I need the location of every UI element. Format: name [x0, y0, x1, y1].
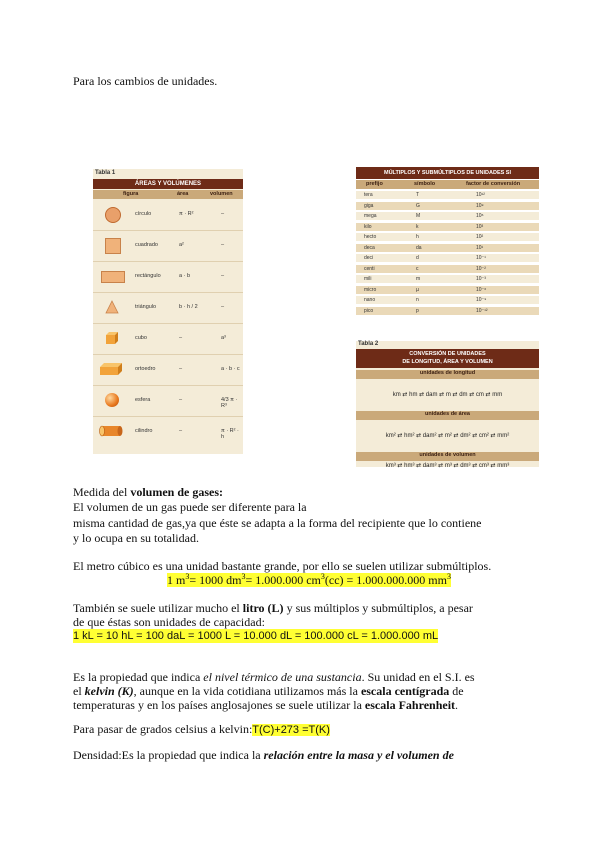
densidad-pre: Densidad:Es la propiedad que indica la [73, 748, 264, 762]
gases-heading [73, 485, 223, 499]
temp-bold: escala Fahrenheit [364, 698, 456, 712]
prefix-symbol: µ [416, 286, 419, 293]
prefix-factor: 10⁻¹ [476, 255, 486, 261]
areas-volumes-table [93, 169, 243, 454]
prefix-factor: 10⁻³ [476, 276, 486, 282]
figure-name: cubo [135, 335, 147, 341]
table-row [356, 212, 539, 220]
table1-header-figura: figura [123, 191, 139, 197]
litro-line-1 [73, 601, 473, 615]
figure-volume: π · R² · h [221, 428, 239, 440]
figure-name: cuadrado [135, 242, 158, 248]
figure-volume: – [221, 211, 225, 217]
prefix-symbol: T [416, 192, 420, 198]
figure-name: triángulo [135, 304, 157, 310]
prefix-symbol: da [416, 244, 422, 251]
prefix-name: deca [364, 244, 375, 251]
prefix-name: deci [364, 255, 374, 261]
section-header: unidades de área [356, 411, 539, 420]
eq-part: 1 m [167, 573, 186, 587]
section-header: unidades de volumen [356, 452, 539, 461]
figure-area: – [179, 335, 183, 341]
prefix-name: hecto [364, 234, 377, 240]
temp-bold: escala centígrada [360, 684, 450, 698]
figure-volume: – [221, 304, 225, 310]
volume-units-row: km³ ⇄ hm³ ⇄ dam³ ⇄ m³ ⇄ dm³ ⇄ cm³ ⇄ mm³ [385, 463, 510, 469]
figure-volume: 4/3 π · R³ [221, 397, 238, 409]
temp-text: , aunque en la vida cotidiana utilizamos más la [133, 684, 361, 698]
figure-area: – [179, 366, 183, 372]
prefix-factor: 10⁻¹² [476, 307, 488, 314]
eq-part: = 1000 dm [189, 573, 242, 587]
temp-text: el [73, 684, 85, 698]
gases-line-2: misma cantidad de gas,ya que éste se adapta a la forma del recipiente que lo contiene [73, 516, 482, 530]
figure-volume: a³ [221, 335, 226, 341]
litro-line-2: de que éstas son unidades de capacidad: [73, 615, 265, 629]
figure-name: cilindro [135, 428, 153, 434]
prefix-factor: 10⁻² [476, 265, 486, 272]
prefix-factor: 10⁹ [476, 202, 484, 209]
figure-name: rectángulo [135, 273, 161, 279]
cuboid-figure-icon [99, 362, 123, 376]
prefix-name: tera [364, 192, 373, 198]
prefix-name: micro [364, 286, 377, 293]
prefix-name: kilo [364, 223, 372, 230]
table-row [356, 233, 539, 241]
rectangle-figure-icon [101, 271, 125, 283]
table-row [356, 307, 539, 315]
table-row [93, 200, 243, 231]
capacity-equivalence: 1 kL = 10 hL = 100 daL = 1000 L = 10.000 dL = 100.000 cL = 1.000.000 mL [73, 630, 439, 642]
gases-heading-prefix: Medida del [73, 485, 131, 499]
table1-caption: Tabla 1 [95, 170, 116, 176]
table-row [356, 286, 539, 294]
figure-volume: a · b · c [221, 366, 240, 372]
table1-header-area: área [177, 191, 189, 197]
eq-sup: 3 [320, 572, 325, 581]
temperatura-line-2 [73, 684, 464, 698]
circle-figure-icon [105, 207, 121, 223]
table1-header-row [93, 190, 243, 199]
temp-text: Es la propiedad que indica [73, 670, 204, 684]
prefix-factor: 10⁻⁹ [476, 297, 487, 303]
kelvin-pre: Para pasar de grados celsius a kelvin: [73, 722, 253, 736]
table-row [356, 191, 539, 199]
table-row [93, 262, 243, 293]
eq-part: (cc) = 1.000.000.000 mm [324, 573, 447, 587]
prefix-name: mega [364, 213, 377, 219]
prefix-name: centi [364, 265, 375, 272]
prefix-symbol: M [416, 213, 421, 219]
length-units-row: km ⇄ hm ⇄ dam ⇄ m ⇄ dm ⇄ cm ⇄ mm [392, 392, 503, 398]
eq-sup: 3 [241, 572, 246, 581]
litro-post: y sus múltiplos y submúltiplos, a pesar [283, 601, 473, 615]
prefix-symbol: p [416, 307, 419, 314]
temp-italic: el nivel térmico de una sustancia [203, 670, 362, 684]
figure-area: π · R² [179, 211, 194, 217]
metro-cubico-text: El metro cúbico es una unidad bastante grande, por ello se suelen utilizar submúltiplos. [73, 559, 492, 573]
figure-area: – [179, 428, 183, 434]
gases-heading-bold: volumen de gases: [130, 485, 223, 499]
eq-sup: 3 [446, 572, 451, 581]
prefix-factor: 10⁻⁶ [476, 286, 487, 293]
sphere-figure-icon [105, 393, 119, 407]
table2-title [356, 349, 539, 368]
temp-text: . [455, 698, 459, 712]
densidad-line [73, 748, 454, 762]
table-row [356, 275, 539, 283]
prefix-name: pico [364, 307, 374, 314]
prefix-factor: 10³ [476, 223, 484, 230]
prefixes-table-title: MÚLTIPLOS Y SUBMÚLTIPLOS DE UNIDADES SI [356, 167, 539, 179]
densidad-bold-italic: relación entre la masa y el volumen de [263, 748, 454, 762]
table-row [356, 254, 539, 262]
table-row [93, 293, 243, 324]
figure-area: a² [179, 242, 184, 248]
prefix-symbol: c [416, 265, 419, 272]
table-row [356, 265, 539, 273]
kelvin-line [73, 722, 330, 737]
table2-caption: Tabla 2 [358, 341, 379, 347]
gases-line-1: El volumen de un gas puede ser diferente para la [73, 500, 307, 514]
prefix-name: nano [364, 297, 376, 303]
table-row [93, 386, 243, 417]
eq-part: = 1.000.000 cm [245, 573, 321, 587]
table-row [93, 231, 243, 262]
prefix-symbol: n [416, 297, 419, 303]
prefix-symbol: d [416, 255, 419, 261]
prefix-symbol: G [416, 202, 420, 209]
volume-equivalence [167, 573, 451, 587]
temperatura-line-1 [73, 670, 490, 684]
temp-text: de [449, 684, 464, 698]
table-row [93, 324, 243, 355]
kelvin-formula: T(C)+273 =T(K) [252, 724, 330, 736]
prefix-factor: 10⁶ [476, 213, 484, 219]
figure-name: ortoedro [135, 366, 156, 372]
prefix-name: giga [364, 202, 374, 209]
table-row [356, 223, 539, 231]
prefix-factor: 10¹² [476, 192, 485, 198]
table-row [356, 296, 539, 304]
table-row [93, 355, 243, 386]
prefix-symbol: m [416, 276, 421, 282]
figure-name: círculo [135, 211, 152, 217]
temperatura-line-3 [73, 698, 458, 712]
figure-name: esfera [135, 397, 151, 403]
temp-bold-italic: kelvin (K) [84, 684, 134, 698]
figure-area: – [179, 397, 183, 403]
table2-title-line2: DE LONGITUD, ÁREA Y VOLUMEN [402, 359, 493, 365]
prefixes-header-factor: factor de conversión [466, 181, 521, 187]
litro-bold: litro (L) [242, 601, 284, 615]
section-header: unidades de longitud [356, 370, 539, 379]
litro-pre: También se suele utilizar mucho el [73, 601, 243, 615]
prefixes-header-simbolo: símbolo [414, 181, 436, 187]
si-prefixes-table [356, 164, 539, 322]
figure-area: b · h / 2 [179, 304, 198, 310]
cylinder-figure-icon [99, 424, 123, 438]
triangle-figure-icon [105, 300, 119, 314]
prefixes-header-prefijo: prefijo [366, 181, 383, 187]
temp-text: . Su unidad en el S.I. es [361, 670, 475, 684]
unit-conversion-table [356, 341, 539, 467]
square-figure-icon [105, 238, 121, 254]
table-row [356, 202, 539, 210]
prefix-symbol: k [416, 223, 419, 230]
prefix-factor: 10² [476, 234, 484, 240]
table1-header-volumen: volumen [210, 191, 233, 197]
figure-volume: – [221, 273, 225, 279]
prefix-factor: 10¹ [476, 244, 484, 251]
area-units-row: km² ⇄ hm² ⇄ dam² ⇄ m² ⇄ dm² ⇄ cm² ⇄ mm² [385, 433, 510, 439]
gases-line-3: y lo ocupa en su totalidad. [73, 531, 199, 545]
table2-title-line1: CONVERSIÓN DE UNIDADES [409, 351, 486, 357]
intro-text: Para los cambios de unidades. [73, 74, 218, 88]
prefix-symbol: h [416, 234, 419, 240]
table-row [93, 417, 243, 447]
cube-figure-icon [105, 331, 119, 345]
temp-text: temperaturas y en los países anglosajones se suele utilizar la [73, 698, 365, 712]
table-row [356, 244, 539, 252]
eq-sup: 3 [185, 572, 190, 581]
prefix-name: mili [364, 276, 372, 282]
figure-volume: – [221, 242, 225, 248]
table1-title: ÁREAS Y VOLÚMENES [93, 179, 243, 189]
prefixes-header-row [356, 180, 539, 189]
figure-area: a · b [179, 273, 191, 279]
